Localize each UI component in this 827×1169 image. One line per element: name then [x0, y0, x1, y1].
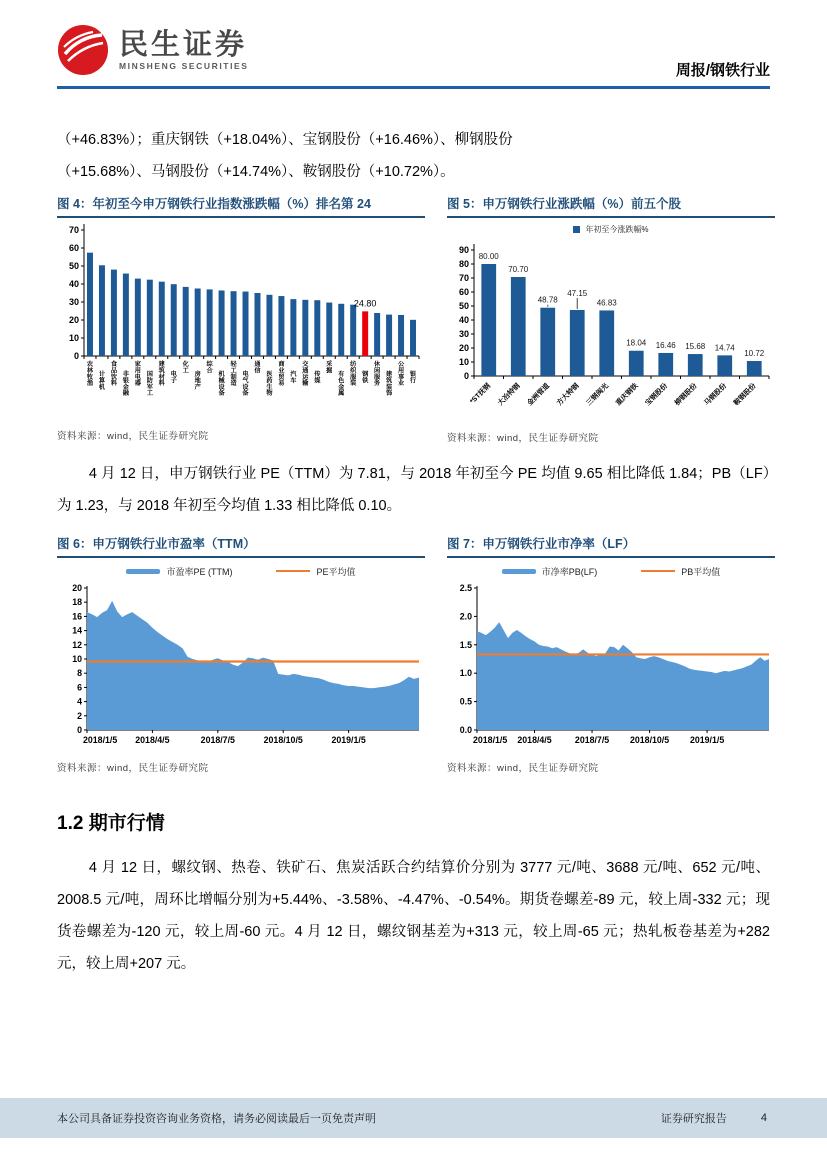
report-type-label: 周报/钢铁行业 — [675, 62, 770, 79]
line-swatch-icon — [276, 570, 310, 572]
fig6-legend — [57, 560, 425, 582]
svg-text:40: 40 — [68, 279, 79, 289]
svg-text:银行: 银行 — [409, 371, 417, 385]
svg-text:2018/4/5: 2018/4/5 — [517, 735, 552, 745]
fig5-legend-label: 年初至今涨跌幅% — [585, 224, 649, 234]
svg-text:2018/4/5: 2018/4/5 — [135, 735, 170, 745]
paragraph-line: （+46.83%）；重庆钢铁（+18.04%）、宝钢股份（+16.46%）、柳钢股份 — [57, 132, 513, 148]
paragraph-line: （+15.68%）、马钢股份（+14.74%）、鞍钢股份（+10.72%）。 — [57, 164, 455, 180]
svg-text:机械设备: 机械设备 — [218, 371, 225, 398]
svg-text:16: 16 — [72, 611, 82, 622]
svg-text:46.83: 46.83 — [596, 298, 617, 308]
figure-row-2 — [57, 536, 770, 774]
svg-text:医药生物: 医药生物 — [266, 371, 273, 398]
svg-text:10: 10 — [68, 333, 79, 343]
svg-text:非银金融: 非银金融 — [122, 371, 129, 398]
svg-text:18.04: 18.04 — [626, 338, 647, 348]
svg-text:鞍钢股份: 鞍钢股份 — [732, 382, 758, 408]
svg-text:三钢闽光: 三钢闽光 — [585, 382, 611, 408]
svg-text:柳钢股份: 柳钢股份 — [673, 382, 699, 408]
svg-text:50: 50 — [68, 261, 79, 271]
line-swatch-icon — [641, 570, 675, 572]
fig5-legend — [447, 220, 775, 238]
fig4-panel — [57, 196, 425, 444]
svg-text:建筑装饰: 建筑装饰 — [385, 371, 393, 398]
svg-text:70: 70 — [458, 273, 469, 283]
svg-text:国防军工: 国防军工 — [146, 371, 153, 398]
svg-text:2: 2 — [77, 710, 82, 721]
fig5-panel — [447, 196, 775, 444]
fig7-pb-area-chart — [447, 582, 775, 750]
fig6-title: 图 6：申万钢铁行业市盈率（TTM） — [57, 536, 425, 558]
fig7-legend-label-mean: PB平均值 — [681, 566, 721, 577]
header-rule — [57, 86, 770, 89]
svg-text:80: 80 — [458, 259, 469, 269]
svg-text:16.46: 16.46 — [655, 340, 676, 350]
fig6-source: 资料来源：wind，民生证券研究院 — [57, 763, 209, 774]
svg-text:轻工制造: 轻工制造 — [230, 361, 237, 388]
svg-text:2019/1/5: 2019/1/5 — [689, 735, 725, 745]
svg-text:2018/10/5: 2018/10/5 — [630, 735, 670, 745]
fig5-source: 资料来源：wind，民生证券研究院 — [447, 433, 599, 444]
logo-text — [119, 30, 249, 71]
svg-text:47.15: 47.15 — [567, 288, 588, 298]
svg-text:20: 20 — [68, 315, 79, 325]
fig6-legend-label-pe: 市盈率PE (TTM) — [166, 566, 233, 577]
svg-text:2018/1/5: 2018/1/5 — [83, 735, 118, 745]
fig5-stocks-bar-chart — [447, 238, 775, 420]
svg-text:8: 8 — [77, 668, 82, 679]
minsheng-logo — [57, 24, 770, 76]
figure-row-1 — [57, 196, 770, 444]
fig6-legend-label-mean: PE平均值 — [316, 566, 356, 577]
fig7-legend — [447, 560, 775, 582]
svg-text:*ST抚钢: *ST抚钢 — [469, 382, 493, 406]
futures-paragraph: 4 月 12 日，螺纹钢、热卷、铁矿石、焦炭活跃合约结算价分别为 3777 元/吨、3688 元/吨、652 元/吨、2008.5 元/吨，周环比增幅分别为+5.44%、-3.58%、-4.47%、-0.54%。期货卷螺差-89 元，较上周-332 元；现货卷螺差为-120 元，较上周-60 元。4 月 12 日，螺纹钢基差为+313 元，较上周-65 元；热轧板卷基差为+282 元，较上周+207 元。 — [57, 860, 770, 972]
svg-text:90: 90 — [458, 245, 469, 255]
svg-text:20: 20 — [72, 583, 82, 593]
svg-text:采掘: 采掘 — [326, 361, 333, 375]
svg-text:40: 40 — [458, 315, 469, 325]
svg-text:30: 30 — [68, 297, 79, 307]
section-heading: 1.2 期市行情 — [57, 813, 165, 834]
svg-text:计算机: 计算机 — [98, 371, 106, 391]
area-swatch-icon — [126, 569, 160, 574]
svg-text:宝钢股份: 宝钢股份 — [644, 382, 670, 408]
svg-text:有色金属: 有色金属 — [338, 371, 345, 398]
svg-text:30: 30 — [458, 329, 469, 339]
svg-text:休闲服务: 休闲服务 — [374, 361, 381, 388]
svg-text:方大特钢: 方大特钢 — [555, 382, 581, 408]
svg-text:建筑材料: 建筑材料 — [158, 361, 165, 388]
svg-text:2018/7/5: 2018/7/5 — [200, 735, 235, 745]
fig6-legend-item-pe — [126, 565, 232, 578]
svg-text:0: 0 — [77, 725, 82, 735]
svg-text:20: 20 — [458, 343, 469, 353]
fig7-title: 图 7：申万钢铁行业市净率（LF） — [447, 536, 775, 558]
svg-text:10: 10 — [72, 654, 82, 664]
svg-text:食品饮料: 食品饮料 — [110, 361, 118, 388]
footer-page-number: 4 — [760, 1112, 767, 1124]
stocks-paragraph — [57, 124, 770, 188]
minsheng-logo-icon — [57, 24, 109, 76]
svg-text:2018/1/5: 2018/1/5 — [473, 735, 508, 745]
fig4-title: 图 4：年初至今申万钢铁行业指数涨跌幅（%）排名第 24 — [57, 196, 425, 218]
svg-text:电气设备: 电气设备 — [242, 371, 249, 398]
svg-text:钢铁: 钢铁 — [362, 371, 369, 385]
footer-report-label: 证券研究报告 — [660, 1113, 727, 1125]
svg-text:60: 60 — [458, 287, 469, 297]
fig6-panel — [57, 536, 425, 774]
fig7-legend-item-pb — [502, 565, 598, 578]
svg-text:电子: 电子 — [170, 371, 177, 385]
svg-text:2019/1/5: 2019/1/5 — [331, 735, 366, 745]
svg-text:0.0: 0.0 — [459, 725, 472, 735]
logo-subtitle: MINSHENG SECURITIES — [119, 60, 249, 71]
svg-text:2.5: 2.5 — [459, 583, 472, 593]
svg-text:18: 18 — [72, 597, 82, 608]
fig7-panel — [447, 536, 775, 774]
svg-text:汽车: 汽车 — [290, 371, 297, 385]
fig7-legend-item-mean — [641, 565, 720, 578]
svg-text:大冶特钢: 大冶特钢 — [496, 382, 522, 408]
svg-text:14: 14 — [72, 625, 82, 636]
svg-text:纺织服装: 纺织服装 — [350, 361, 357, 388]
svg-text:传媒: 传媒 — [314, 371, 321, 385]
footer-disclaimer: 本公司具备证券投资咨询业务资格，请务必阅读最后一页免责声明 — [57, 1113, 376, 1125]
logo-title: 民生证券 — [119, 28, 248, 61]
svg-text:金洲管道: 金洲管道 — [526, 382, 552, 408]
svg-text:80.00: 80.00 — [478, 252, 499, 261]
svg-text:60: 60 — [68, 243, 79, 253]
svg-text:重庆钢铁: 重庆钢铁 — [614, 382, 640, 408]
svg-text:通信: 通信 — [254, 361, 261, 375]
svg-text:10: 10 — [458, 357, 469, 367]
svg-text:马钢股份: 马钢股份 — [703, 382, 729, 408]
svg-text:48.78: 48.78 — [537, 295, 558, 305]
svg-text:0: 0 — [73, 351, 79, 361]
svg-text:1.5: 1.5 — [459, 639, 472, 650]
svg-text:商业贸易: 商业贸易 — [278, 361, 285, 388]
svg-text:2.0: 2.0 — [459, 611, 472, 622]
svg-text:化工: 化工 — [182, 361, 189, 375]
svg-text:0: 0 — [463, 371, 469, 381]
svg-text:房地产: 房地产 — [194, 371, 201, 391]
svg-text:公用事业: 公用事业 — [397, 361, 405, 388]
svg-text:24.80: 24.80 — [353, 298, 377, 309]
svg-text:4: 4 — [77, 696, 82, 707]
svg-text:14.74: 14.74 — [714, 343, 735, 353]
svg-text:综合: 综合 — [206, 361, 213, 375]
svg-text:交通运输: 交通运输 — [302, 361, 309, 388]
fig4-industry-bar-chart — [57, 218, 425, 418]
svg-text:12: 12 — [72, 639, 82, 650]
fig4-source: 资料来源：wind，民生证券研究院 — [57, 431, 209, 442]
svg-text:家用电器: 家用电器 — [134, 361, 141, 388]
svg-text:10.72: 10.72 — [744, 348, 765, 358]
svg-text:0.5: 0.5 — [459, 696, 472, 707]
pe-pb-paragraph: 4 月 12 日，申万钢铁行业 PE（TTM）为 7.81，与 2018 年初至今 PE 均值 9.65 相比降低 1.84；PB（LF）为 1.23，与 2018 年初至今均值 1.33 相比降低 0.10。 — [57, 466, 770, 514]
area-swatch-icon — [502, 569, 536, 574]
svg-text:6: 6 — [77, 682, 82, 693]
header — [57, 24, 770, 84]
svg-text:2018/7/5: 2018/7/5 — [574, 735, 610, 745]
svg-text:50: 50 — [458, 301, 469, 311]
fig6-pe-area-chart — [57, 582, 425, 750]
svg-text:1.0: 1.0 — [459, 668, 472, 679]
legend-swatch-icon — [573, 226, 580, 233]
svg-text:农林牧渔: 农林牧渔 — [86, 361, 94, 388]
footer — [0, 1098, 827, 1138]
fig5-title: 图 5：申万钢铁行业涨跌幅（%）前五个股 — [447, 196, 775, 218]
fig6-legend-item-mean — [276, 565, 355, 578]
svg-text:70: 70 — [68, 225, 79, 235]
svg-text:15.68: 15.68 — [685, 342, 706, 352]
fig7-legend-label-pb: 市净率PB(LF) — [541, 566, 598, 577]
svg-text:70.70: 70.70 — [508, 265, 529, 275]
svg-text:2018/10/5: 2018/10/5 — [263, 735, 303, 745]
main-content — [57, 124, 770, 980]
fig7-source: 资料来源：wind，民生证券研究院 — [447, 763, 599, 774]
